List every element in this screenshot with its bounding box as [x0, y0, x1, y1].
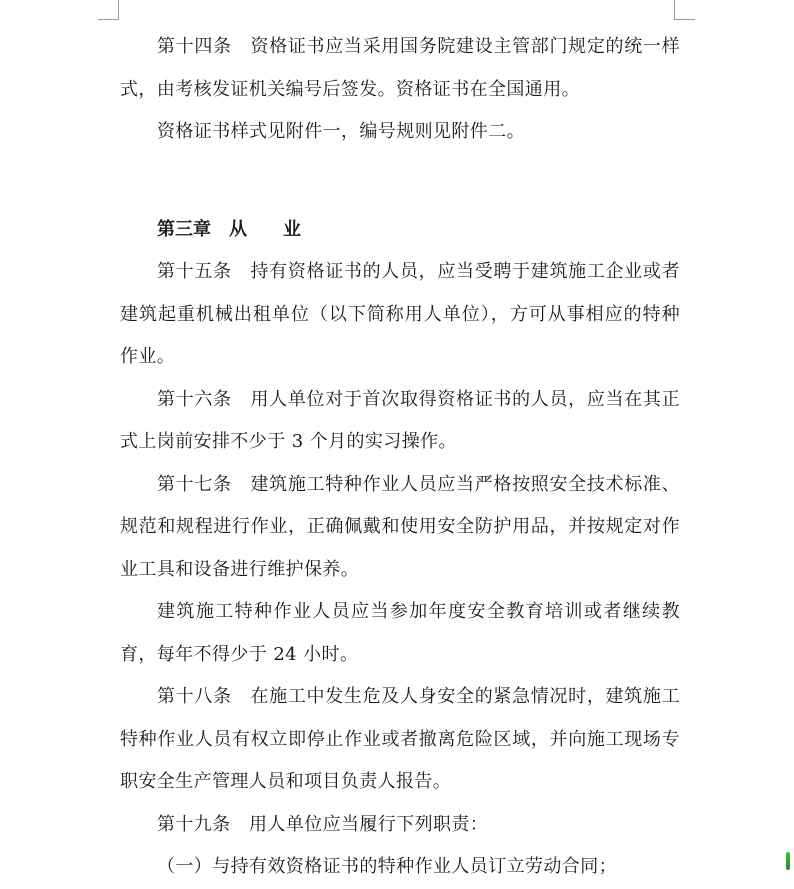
chapter-heading: 第三章 从 业 — [157, 218, 301, 240]
blank-line — [120, 154, 680, 209]
paragraph-item-1: （一）与持有效资格证书的特种作业人员订立劳动合同； — [157, 856, 617, 877]
top-left-margin-mark — [98, 0, 119, 20]
paragraph-article-14: 第十四条 资格证书应当采用国务院建设主管部门规定的统一样式，由考核发证机关编号后签发。资格证书在全国通用。 — [120, 36, 680, 100]
top-right-margin-mark — [674, 0, 695, 20]
paragraph-article-15: 第十五条 持有资格证书的人员，应当受聘于建筑施工企业或者建筑起重机械出租单位（以下简称用人单位），方可从事相应的特种作业。 — [120, 261, 680, 367]
paragraph-article-17: 第十七条 建筑施工特种作业人员应当严格按照安全技术标准、规范和规程进行作业，正确佩戴和使用安全防护用品，并按规定对作业工具和设备进行维护保养。 — [120, 473, 680, 580]
paragraph-article-19: 第十九条 用人单位应当履行下列职责： — [157, 813, 489, 835]
paragraph-article-18: 第十八条 在施工中发生危及人身安全的紧急情况时，建筑施工特种作业人员有权立即停止作业或者撤离危险区域，并向施工现场专职安全生产管理人员和项目负责人报告。 — [120, 686, 680, 792]
text-cursor-mark — [786, 852, 790, 870]
document-body[interactable] — [120, 26, 680, 889]
paragraph-article-16: 第十六条 用人单位对于首次取得资格证书的人员，应当在其正式上岗前安排不少于 3 个月的实习操作。 — [120, 388, 680, 452]
paragraph-certificate-style: 资格证书样式见附件一，编号规则见附件二。 — [157, 121, 525, 142]
paragraph-annual-training: 建筑施工特种作业人员应当参加年度安全教育培训或者继续教育，每年不得少于 24 小时。 — [120, 601, 680, 665]
